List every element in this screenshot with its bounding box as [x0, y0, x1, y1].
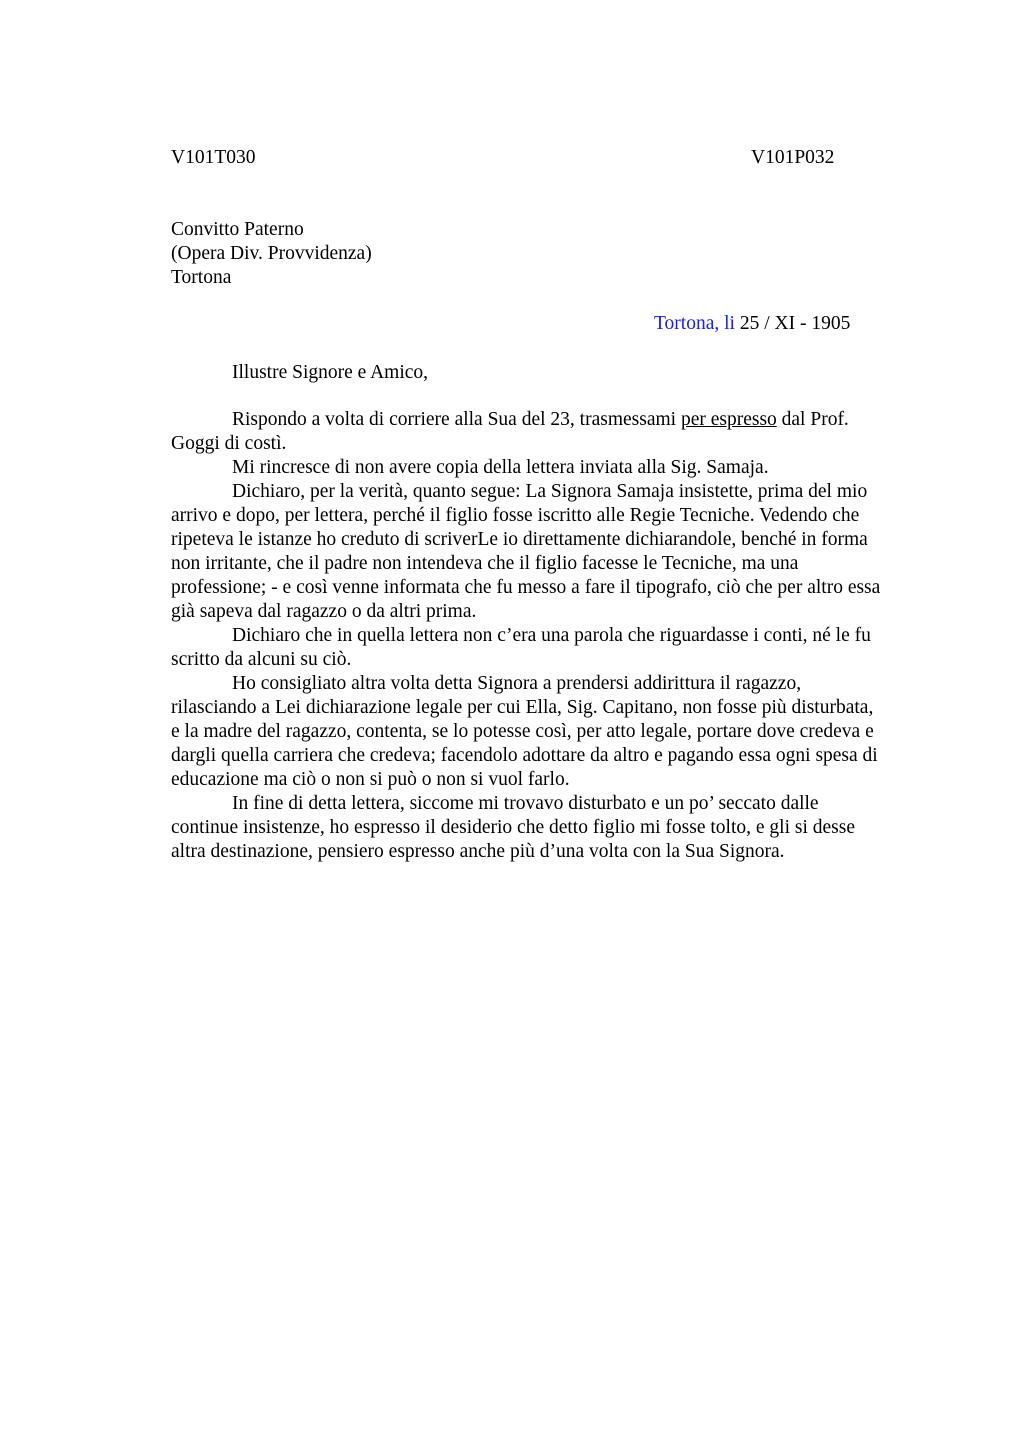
paragraph-line: già sapeva dal ragazzo o da altri prima. — [171, 601, 477, 622]
document-code-right: V101P032 — [751, 147, 835, 168]
paragraph-line: Mi rincresce di non avere copia della lettera inviata alla Sig. Samaja. — [232, 457, 769, 478]
letter-body — [171, 408, 927, 864]
dateline — [654, 313, 850, 335]
sender-address — [171, 218, 372, 290]
underlined-text: per espresso — [680, 409, 777, 430]
paragraph-line: e la madre del ragazzo, contenta, se lo potesse così, per atto legale, portare dove credeva e — [171, 721, 874, 742]
paragraph-line: dargli quella carriera che credeva; facendolo adottare da altro e pagando essa ogni spesa di — [171, 745, 878, 766]
paragraph-line: professione; - e così venne informata che fu messo a fare il tipografo, ciò che per altro essa — [171, 577, 881, 598]
address-line-1: Convitto Paterno — [171, 219, 304, 240]
address-line-2: (Opera Div. Provvidenza) — [171, 243, 372, 264]
paragraph-line: ripeteva le istanze ho creduto di scriverLe io direttamente dichiarandole, benché in forma — [171, 529, 868, 550]
text-segment: Rispondo a volta di corriere alla Sua del 23, trasmessami — [232, 409, 681, 430]
paragraph-line: continue insistenze, ho espresso il desiderio che detto figlio mi fosse tolto, e gli si desse — [171, 817, 855, 838]
paragraph-line: altra destinazione, pensiero espresso anche più d’una volta con la Sua Signora. — [171, 841, 785, 862]
paragraph-line: arrivo e dopo, per lettera, perché il figlio fosse iscritto alle Regie Tecniche. Vedendo che — [171, 505, 860, 526]
dateline-date: 25 / XI - 1905 — [739, 313, 851, 334]
paragraph-line: Dichiaro, per la verità, quanto segue: La Signora Samaja insistette, prima del mio — [232, 481, 868, 502]
paragraph-line: Ho consigliato altra volta detta Signora a prendersi addirittura il ragazzo, — [232, 673, 802, 694]
address-line-3: Tortona — [171, 267, 232, 288]
salutation: Illustre Signore e Amico, — [232, 362, 429, 383]
document-code-left: V101T030 — [171, 147, 256, 168]
paragraph-line: In fine di detta lettera, siccome mi trovavo disturbato e un po’ seccato dalle — [232, 793, 819, 814]
paragraph-line: rilasciando a Lei dichiarazione legale per cui Ella, Sig. Capitano, non fosse più disturbata, — [171, 697, 874, 718]
paragraph-line: Goggi di costì. — [171, 433, 287, 454]
paragraph-line — [171, 408, 927, 432]
paragraph-line: Dichiaro che in quella lettera non c’era una parola che riguardasse i conti, né le fu — [232, 625, 871, 646]
dateline-place: Tortona, li — [654, 313, 735, 334]
text-segment: dal Prof. — [776, 409, 849, 430]
paragraph-line: non irritante, che il padre non intendeva che il figlio facesse le Tecniche, ma una — [171, 553, 799, 574]
paragraph-line: scritto da alcuni su ciò. — [171, 649, 352, 670]
paragraph-line: educazione ma ciò o non si può o non si vuol farlo. — [171, 769, 570, 790]
